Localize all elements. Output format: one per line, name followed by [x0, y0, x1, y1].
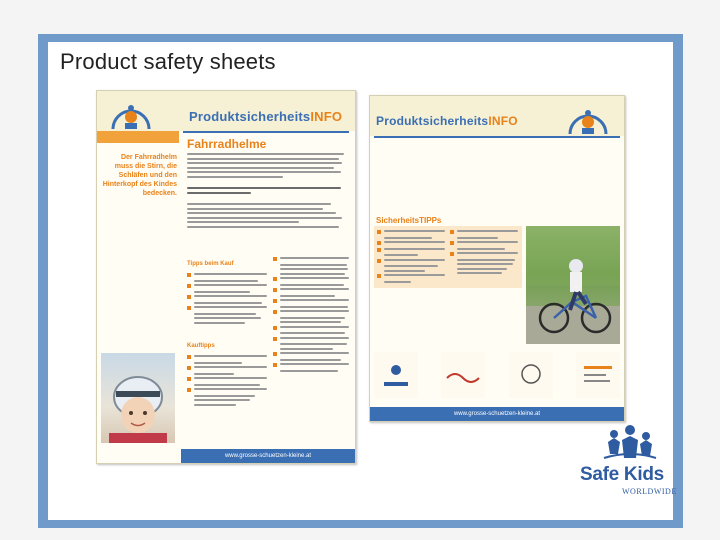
sheet-header-title: ProduktsicherheitsINFO: [189, 109, 343, 124]
sponsor-bars-icon: [576, 352, 620, 398]
sponsor-script-icon: [441, 352, 485, 398]
numbered-list: [187, 203, 347, 230]
sponsor-figure-icon: [374, 352, 418, 398]
sponsor-logo-johnson: [441, 352, 485, 398]
child-bicycle-illustration-icon: [526, 226, 620, 344]
safe-kids-name: Safe Kids: [580, 464, 664, 485]
sponsor-logo-partner: [576, 352, 620, 398]
tipps-list: [187, 273, 267, 326]
slide-title: Product safety sheets: [60, 49, 276, 74]
sponsor-emblem-icon: [509, 352, 553, 398]
safe-kids-figures-icon: [600, 424, 660, 466]
tips-heading: SicherheitsTIPPs: [376, 216, 442, 225]
sponsor-logo-ministry: [509, 352, 553, 398]
grosse-schuetzen-kleine-logo-icon: [109, 93, 153, 133]
safe-kids-tagline: WORLDWIDE: [622, 487, 677, 496]
header-rule: [374, 136, 620, 138]
sheet-header-title: ProduktsicherheitsINFO: [376, 114, 518, 128]
grosse-schuetzen-kleine-logo-icon: [566, 98, 610, 138]
sponsor-logos: [374, 352, 620, 402]
child-bicycle-photo: [526, 226, 620, 344]
sponsor-logo-safe-kids: [374, 352, 418, 398]
tips-column-right: [450, 230, 518, 277]
sheet-footer: www.grosse-schuetzen-kleine.at: [181, 449, 355, 463]
product-sheet-tips: [369, 95, 625, 422]
tips-column-left: [377, 230, 445, 285]
slide-frame: [38, 34, 683, 528]
product-sheet-bike-helmets: [96, 90, 356, 464]
right-column-list: [273, 257, 349, 374]
safe-kids-logo: [580, 424, 680, 504]
sheet-footer: www.grosse-schuetzen-kleine.at: [370, 407, 624, 421]
header-rule: [183, 131, 349, 133]
tips-box: [374, 226, 522, 288]
sidebar-band: [97, 131, 179, 143]
sheet-subject: Fahrradhelme: [187, 137, 267, 151]
kauftipps-list: [187, 355, 267, 408]
intro-question: [187, 187, 347, 196]
child-helmet-illustration-icon: [101, 353, 175, 443]
child-helmet-photo: [101, 353, 175, 443]
sidebar-quote: Der Fahrradhelm muss die Stirn, die Schläfen und den Hinterkopf des Kindes bedecken.: [102, 154, 177, 197]
slide-content: [48, 42, 677, 520]
section-tipps-heading: Tipps beim Kauf: [187, 261, 234, 267]
section-kaufen-heading: Kauftipps: [187, 343, 215, 349]
intro-paragraph: [187, 153, 347, 180]
